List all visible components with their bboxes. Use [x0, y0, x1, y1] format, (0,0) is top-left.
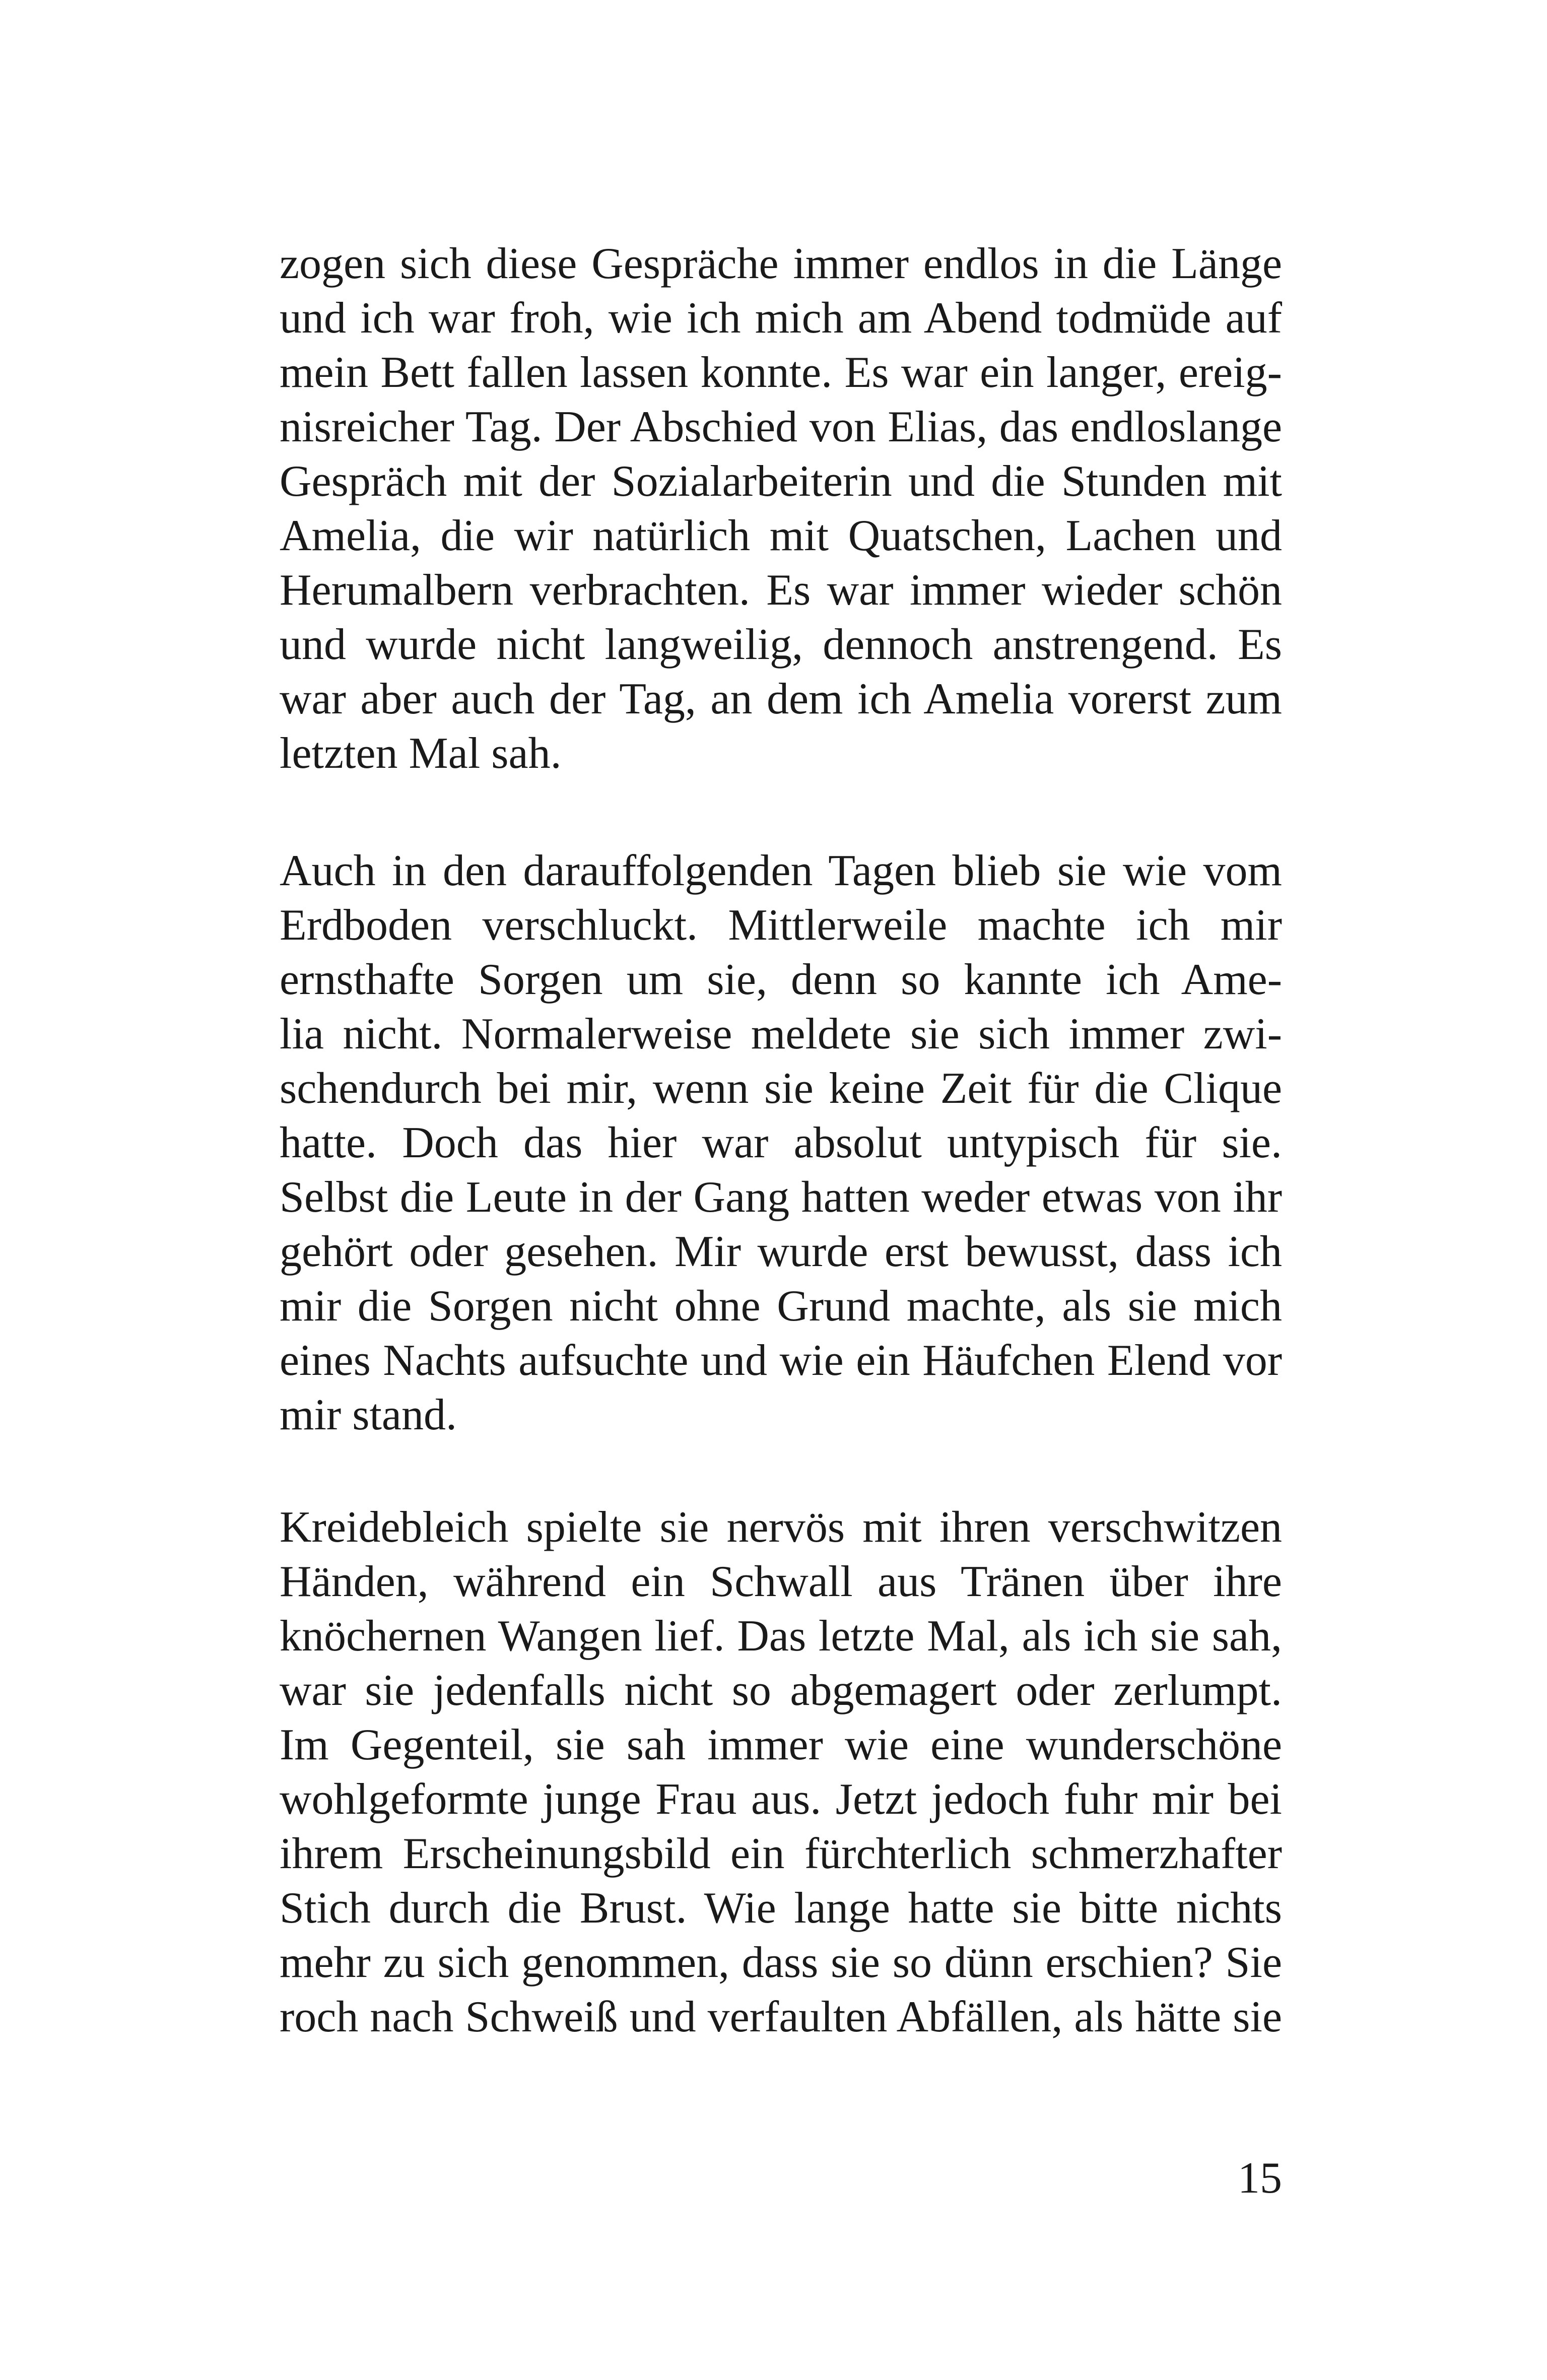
page-number: 15 — [1238, 2154, 1282, 2203]
text-line: Selbst die Leute in der Gang hatten weder etwas von ihr — [280, 1173, 1282, 1222]
text-line: Kreidebleich spielte sie nervös mit ihren verschwitzen — [280, 1503, 1282, 1552]
text-line: Gespräch mit der Sozialarbeiterin und die Stunden mit — [280, 457, 1282, 506]
text-line: gehört oder gesehen. Mir wurde erst bewusst, dass ich — [280, 1227, 1282, 1276]
text-line: Stich durch die Brust. Wie lange hatte sie bitte nichts — [280, 1884, 1282, 1933]
text-line: Herumalbern verbrachten. Es war immer wieder schön — [280, 566, 1282, 615]
text-line: ihrem Erscheinungsbild ein fürchterlich schmerzhafter — [280, 1829, 1282, 1878]
text-line: roch nach Schweiß und verfaulten Abfällen, als hätte sie — [280, 1993, 1282, 2041]
paragraph — [280, 237, 1282, 781]
text-line: lia nicht. Normalerweise meldete sie sich immer zwi- — [280, 1010, 1282, 1059]
text-line: und wurde nicht langweilig, dennoch anstrengend. Es — [280, 620, 1282, 669]
text-line: Amelia, die wir natürlich mit Quatschen, Lachen und — [280, 511, 1282, 560]
text-line: zogen sich diese Gespräche immer endlos in die Länge — [280, 239, 1282, 288]
text-line: und ich war froh, wie ich mich am Abend todmüde auf — [280, 294, 1282, 343]
text-line: Händen, während ein Schwall aus Tränen über ihre — [280, 1557, 1282, 1606]
text-line: Im Gegenteil, sie sah immer wie eine wunderschöne — [280, 1721, 1282, 1769]
text-line: knöchernen Wangen lief. Das letzte Mal, als ich sie sah, — [280, 1612, 1282, 1661]
text-line: Erdboden verschluckt. Mittlerweile machte ich mir — [280, 901, 1282, 950]
text-line: Auch in den darauffolgenden Tagen blieb sie wie vom — [280, 846, 1282, 895]
text-line: hatte. Doch das hier war absolut untypisch für sie. — [280, 1118, 1282, 1167]
text-line: mir stand. — [280, 1391, 457, 1439]
text-line: nisreicher Tag. Der Abschied von Elias, das endloslange — [280, 403, 1282, 451]
text-line: wohlgeformte junge Frau aus. Jetzt jedoch fuhr mir bei — [280, 1775, 1282, 1824]
paragraph — [280, 844, 1282, 1442]
text-line: mein Bett fallen lassen konnte. Es war ein langer, ereig- — [280, 348, 1282, 397]
text-line: eines Nachts aufsuchte und wie ein Häufchen Elend vor — [280, 1336, 1282, 1385]
text-line: schendurch bei mir, wenn sie keine Zeit für die Clique — [280, 1064, 1282, 1113]
text-line: mir die Sorgen nicht ohne Grund machte, als sie mich — [280, 1282, 1282, 1331]
text-line: letzten Mal sah. — [280, 729, 562, 778]
text-line: ernsthafte Sorgen um sie, denn so kannte ich Ame- — [280, 955, 1282, 1004]
text-line: war sie jedenfalls nicht so abgemagert oder zerlumpt. — [280, 1666, 1282, 1715]
text-line: war aber auch der Tag, an dem ich Amelia vorerst zum — [280, 675, 1282, 723]
text-line: mehr zu sich genommen, dass sie so dünn erschien? Sie — [280, 1938, 1282, 1987]
paragraph — [280, 1500, 1282, 2044]
